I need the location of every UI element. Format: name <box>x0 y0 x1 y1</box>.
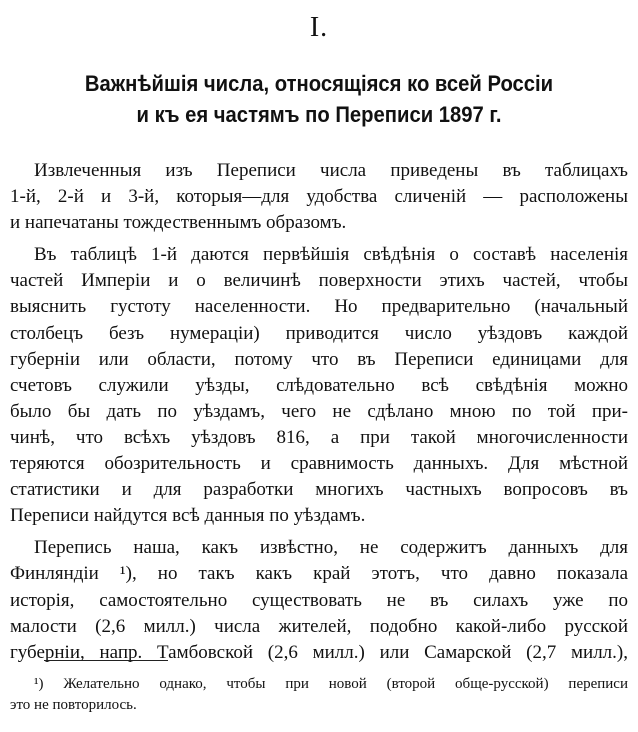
text-line: чинѣ, что всѣхъ уѣздовъ 816, а при такой многочисленности <box>10 426 628 448</box>
footnote-line: это не повторилось. <box>10 697 137 713</box>
text-line: частей Имперіи и о величинѣ поверхности этихъ частей, чтобы <box>10 270 628 292</box>
text-line: было бы дать по уѣздамъ, чего не сдѣлано мною по той при- <box>10 400 628 422</box>
text-line: Извлеченныя изъ Переписи числа приведены въ таблицахъ <box>34 160 628 181</box>
text-line: губерніи, напр. Тамбовской (2,6 милл.) или Самарской (2,7 милл.), <box>10 641 628 663</box>
text-line: столбецъ безъ нумераціи) приводится число уѣздовъ каждой <box>10 322 628 344</box>
text-line: теряются обозрительность и сравнимость данныхъ. Для мѣстной <box>10 453 628 475</box>
title-line: Важнѣйшія числа, относящіяся ко всей Россіи <box>84 71 554 96</box>
text-line: статистики и для разработки многихъ частныхъ вопросовъ въ <box>10 479 628 501</box>
title-line: и къ ея частямъ по Переписи 1897 г. <box>136 102 502 127</box>
text-line: Перепись наша, какъ извѣстно, не содержитъ данныхъ для <box>34 537 628 559</box>
text-line: Финляндіи ¹), но такъ какъ край этотъ, что давно показала <box>10 563 628 585</box>
text-line: счетовъ служили уѣзды, слѣдовательно всѣ свѣдѣнія можно <box>10 374 628 396</box>
paragraph <box>10 535 628 665</box>
text-line: малости (2,6 милл.) числа жителей, подобно какой-либо русской <box>10 615 628 637</box>
text-line: губерніи или области, потому что въ Переписи единицами для <box>10 348 628 370</box>
paragraph <box>10 242 628 529</box>
footnote-line: ¹) Желательно однако, чтобы при новой (второй обще-русской) переписи <box>34 676 628 692</box>
text-line: и напечатаны тождественнымъ образомъ. <box>10 212 347 234</box>
body-text <box>10 158 628 666</box>
text-line: исторія, самостоятельно существовать не въ силахъ уже по <box>10 589 628 611</box>
text-line: Въ таблицѣ 1-й даются первѣйшія свѣдѣнія о составѣ населенія <box>34 244 628 266</box>
text-line: Переписи найдутся всѣ данныя по уѣздамъ. <box>10 505 366 527</box>
section-number: I. <box>309 12 329 43</box>
text-line: 1-й, 2-й и 3-й, которыя—для удобства сличеній — расположены <box>10 186 628 208</box>
section-title <box>44 68 594 130</box>
footnote <box>10 674 628 716</box>
text-line: выяснить густоту населенности. Но предварительно (начальный <box>10 296 628 318</box>
footnote-divider <box>44 660 168 661</box>
paragraph <box>10 158 628 236</box>
